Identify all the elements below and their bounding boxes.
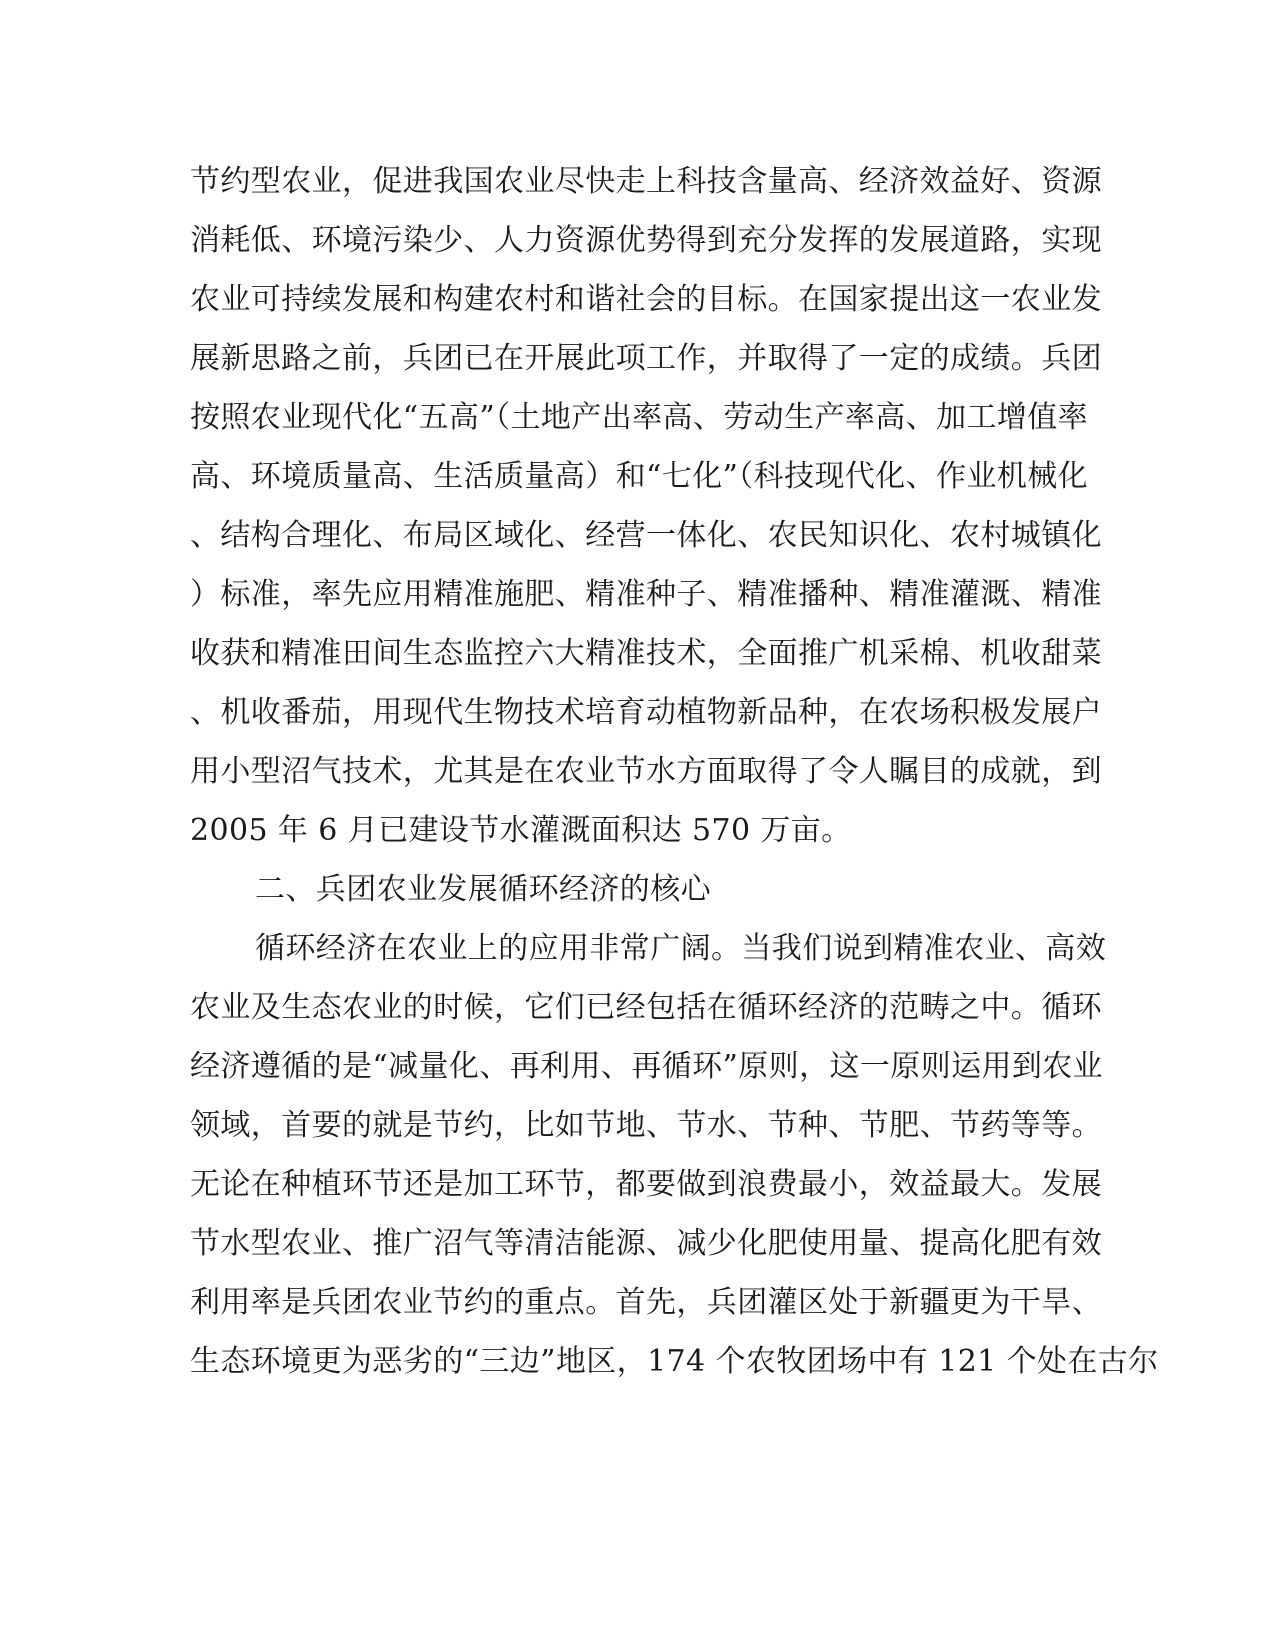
text-line: ）标准，率先应用精准施肥、精准种子、精准播种、精准灌溉、精准 [190, 577, 1102, 612]
section-heading: 二、兵团农业发展循环经济的核心 [255, 872, 711, 907]
text-line: 农业及生态农业的时候，它们已经包括在循环经济的范畴之中。循环 [190, 990, 1102, 1025]
text-line: 节水型农业、推广沼气等清洁能源、减少化肥使用量、提高化肥有效 [190, 1226, 1102, 1261]
text-line: 无论在种植环节还是加工环节，都要做到浪费最小，效益最大。发展 [190, 1167, 1102, 1202]
text-line: 展新思路之前，兵团已在开展此项工作，并取得了一定的成绩。兵团 [190, 341, 1102, 376]
text-line: 高、环境质量高、生活质量高）和“七化”（科技现代化、作业机械化 [190, 459, 1089, 494]
text-line: 用小型沼气技术，尤其是在农业节水方面取得了令人瞩目的成就，到 [190, 754, 1102, 789]
text-line: 按照农业现代化“五高”（土地产出率高、劳动生产率高、加工增值率 [190, 400, 1089, 435]
text-line: 利用率是兵团农业节约的重点。首先，兵团灌区处于新疆更为干旱、 [190, 1285, 1102, 1320]
text-line: 2005 年 6 月已建设节水灌溉面积达 570 万亩。 [190, 813, 852, 848]
text-line: 消耗低、环境污染少、人力资源优势得到充分发挥的发展道路，实现 [190, 223, 1102, 258]
text-line: 收获和精准田间生态监控六大精准技术，全面推广机采棉、机收甜菜 [190, 636, 1102, 671]
text-line: 生态环境更为恶劣的“三边”地区，174 个农牧团场中有 121 个处在古尔 [190, 1344, 1159, 1379]
text-line: 、结构合理化、布局区域化、经营一体化、农民知识化、农村城镇化 [190, 518, 1102, 553]
paragraph-first-line: 循环经济在农业上的应用非常广阔。当我们说到精准农业、高效 [255, 931, 1107, 966]
text-line: 节约型农业，促进我国农业尽快走上科技含量高、经济效益好、资源 [190, 164, 1102, 199]
text-line: 经济遵循的是“减量化、再利用、再循环”原则，这一原则运用到农业 [190, 1049, 1104, 1084]
text-line: 领域，首要的就是节约，比如节地、节水、节种、节肥、节药等等。 [190, 1108, 1102, 1143]
text-line: 农业可持续发展和构建农村和谐社会的目标。在国家提出这一农业发 [190, 282, 1102, 317]
text-line: 、机收番茄，用现代生物技术培育动植物新品种，在农场积极发展户 [190, 695, 1102, 730]
